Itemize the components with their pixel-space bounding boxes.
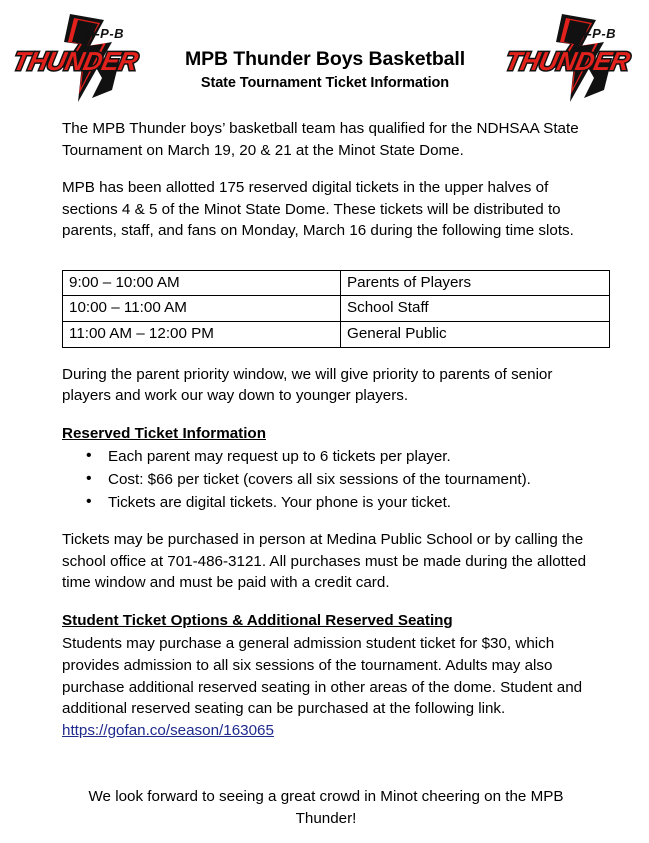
reserved-ticket-bullet-list xyxy=(62,446,597,513)
document-header xyxy=(0,0,649,112)
table-cell-time: 9:00 – 10:00 AM xyxy=(63,270,341,296)
page-subtitle: State Tournament Ticket Information xyxy=(200,75,450,92)
table-cell-group: General Public xyxy=(341,322,610,348)
time-slots-table xyxy=(62,270,610,348)
table-row xyxy=(63,296,610,322)
closing-paragraph: We look forward to seeing a great crowd in Minot cheering on the MPB Thunder! xyxy=(88,788,564,827)
table-cell-group: School Staff xyxy=(341,296,610,322)
allotment-paragraph: MPB has been allotted 175 reserved digital tickets in the upper halves of sections 4 & 5 of the Minot State Dome. These tickets will be distributed to parents, staff, and fans on Monday, March 16 during the following time slots. xyxy=(62,179,574,240)
gofan-season-link[interactable]: https://gofan.co/season/163065 xyxy=(62,721,274,739)
svg-text:THUNDER: THUNDER xyxy=(502,46,633,76)
mpb-thunder-logo-right-icon xyxy=(500,6,640,108)
mpb-thunder-logo-left-icon xyxy=(8,6,148,108)
svg-text:THUNDER: THUNDER xyxy=(10,46,141,76)
intro-paragraph: The MPB Thunder boys’ basketball team has qualified for the NDHSAA State Tournament on March 19, 20 & 21 at the Minot State Dome. xyxy=(62,120,579,159)
page-title: MPB Thunder Boys Basketball xyxy=(184,48,466,70)
svg-text:M-P-B: M-P-B xyxy=(84,26,125,41)
table-row xyxy=(63,322,610,348)
list-item: • Cost: $66 per ticket (covers all six sessions of the tournament). xyxy=(108,469,597,491)
table-cell-time: 11:00 AM – 12:00 PM xyxy=(63,322,341,348)
svg-text:M-P-B: M-P-B xyxy=(576,26,617,41)
list-item: • Tickets are digital tickets. Your phone is your ticket. xyxy=(108,492,597,514)
priority-paragraph: During the parent priority window, we will give priority to parents of senior players and work our way down to younger players. xyxy=(62,365,553,405)
table-cell-group: Parents of Players xyxy=(341,270,610,296)
purchase-paragraph: Tickets may be purchased in person at Medina Public School or by calling the school office at 701-486-3121. All purchases must be made during the allotted time window and must be paid with a credit card. xyxy=(62,531,587,592)
student-ticket-paragraph: Students may purchase a general admission student ticket for $30, which provides admission to all six sessions of the tournament. Adults may also purchase additional reserved seating in other areas of the dome. Student and additional reserved seating can be purchased at the following link. xyxy=(62,635,583,718)
student-ticket-options-heading: Student Ticket Options & Additional Reserved Seating xyxy=(62,611,453,629)
document-body xyxy=(62,118,597,741)
table-cell-time: 10:00 – 11:00 AM xyxy=(63,296,341,322)
title-block xyxy=(150,48,500,93)
table-row xyxy=(63,270,610,296)
list-item: • Each parent may request up to 6 tickets per player. xyxy=(108,446,597,468)
reserved-ticket-information-heading: Reserved Ticket Information xyxy=(62,424,266,442)
